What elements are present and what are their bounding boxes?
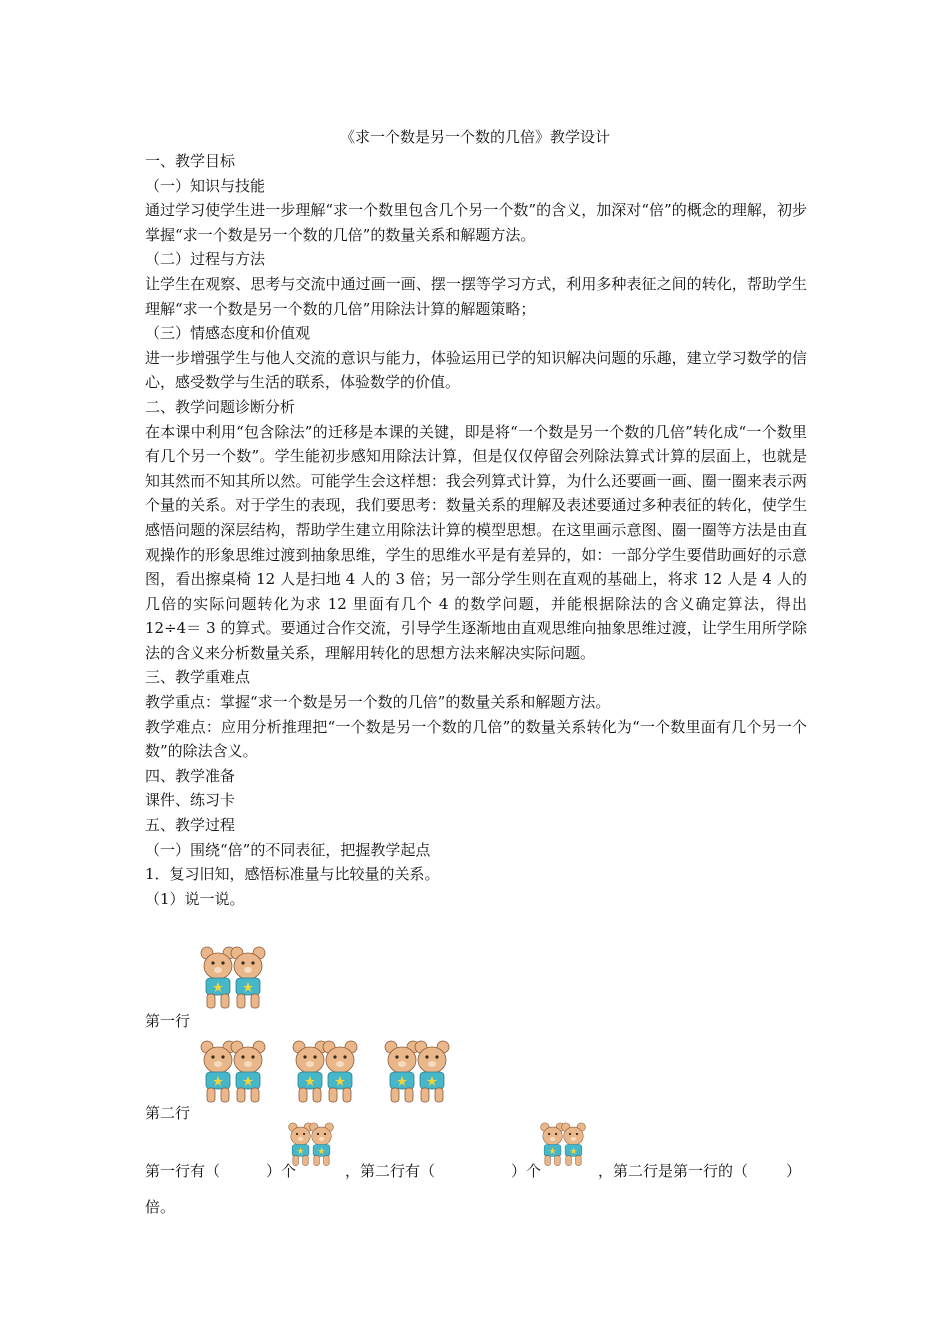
paragraph: 让学生在观察、思考与交流中通过画一画、摆一摆等学习方式，利用多种表征之间的转化，帮助学生理解“求一个数是另一个数的几倍”用除法计算的解题策略； bbox=[145, 274, 807, 318]
subsection-heading: （二）过程与方法 bbox=[145, 250, 266, 269]
paragraph: 在本课中利用“包含除法”的迁移是本课的关键，即是将“一个数是另一个数的几倍”转化成“一个数里有几个另一个数”。学生能初步感知用除法计算，但是仅仅停留会列除法算式计算的层面上，也就是知其然而不知其所以然。可能学生会这样想：我会列算式计算，为什么还要画一画、圈一圈来表示两个量的关系。对于学生的表现，我们要思考：数量关系的理解及表述要通过多种表征的转化，使学生感悟问题的深层结构，帮助学生建立用除法计算的模型思想。在这里画示意图、圈一圈等方法是由直观操作的形象思维过渡到抽象思维，学生的思维水平是有差异的，如：一部分学生要借助画好的示意图，看出擦桌椅 12 人是扫地 4 人的 3 倍；另一部分学生则在直观的基础上，将求 12 人是 4 人的几倍的实际问题转化为求 12 里面有几个 4 的数学问题，并能根据除法的含义确定算法，得出 12÷4＝ 3 的算式。要通过合作交流，引导学生逐渐地由直观思维向抽象思维过渡，让学生用所学除法的含义来分析数量关系，理解用转化的思想方法来解决实际问题。 bbox=[145, 422, 807, 662]
question-text: ，第二行有（ bbox=[345, 1162, 436, 1180]
section-heading: 一、教学目标 bbox=[145, 152, 236, 170]
section-heading: 二、教学问题诊断分析 bbox=[145, 397, 296, 416]
subsection-heading: （一）知识与技能 bbox=[145, 176, 266, 195]
question-end: 倍。 bbox=[145, 1198, 176, 1216]
question-text: ）个 bbox=[511, 1162, 542, 1180]
section-heading: 四、教学准备 bbox=[145, 766, 236, 785]
paragraph: 通过学习使学生进一步理解“求一个数里包含几个另一个数”的含义，加深对“倍”的概念的理解，初步掌握“求一个数是另一个数的几倍”的数量关系和解题方法。 bbox=[145, 201, 807, 244]
document-title: 《求一个数是另一个数的几倍》教学设计 bbox=[339, 128, 610, 146]
paragraph: 教学重点：掌握“求一个数是另一个数的几倍”的数量关系和解题方法。 bbox=[145, 693, 611, 712]
question-text: ，第二行是第一行的（ bbox=[598, 1162, 749, 1180]
subsection-heading: （一）围绕“倍”的不同表征，把握教学起点 bbox=[145, 840, 431, 859]
bear-pair-icon bbox=[200, 1040, 286, 1114]
list-item: 1．复习旧知，感悟标准量与比较量的关系。 bbox=[145, 865, 440, 884]
section-heading: 三、教学重难点 bbox=[145, 668, 251, 687]
document-body bbox=[145, 149, 807, 911]
question-line bbox=[345, 1160, 541, 1182]
row2-label: 第二行 bbox=[145, 1104, 191, 1122]
list-item: （1）说一说。 bbox=[145, 889, 245, 908]
paragraph: 教学难点：应用分析推理把“一个数是另一个数的几倍”的数量关系转化为“一个数里面有几个另一个数”的除法含义。 bbox=[145, 717, 807, 761]
question-text: 第一行有（ bbox=[145, 1162, 221, 1180]
bear-pair-icon bbox=[384, 1040, 470, 1114]
row1-label: 第一行 bbox=[145, 1012, 191, 1030]
subsection-heading: （三）情感态度和价值观 bbox=[145, 324, 311, 343]
paragraph: 课件、练习卡 bbox=[145, 791, 236, 810]
bear-pair-icon bbox=[288, 1122, 348, 1174]
question-text: ）个 bbox=[266, 1162, 297, 1180]
paragraph: 进一步增强学生与他人交流的意识与能力，体验运用已学的知识解决问题的乐趣，建立学习数学的信心，感受数学与生活的联系，体验数学的价值。 bbox=[145, 348, 807, 392]
bear-pair-icon bbox=[200, 946, 286, 1020]
question-line bbox=[598, 1160, 801, 1182]
bear-pair-icon bbox=[292, 1040, 378, 1114]
question-line bbox=[145, 1160, 296, 1182]
section-heading: 五、教学过程 bbox=[145, 816, 236, 835]
question-text: ） bbox=[786, 1162, 802, 1180]
bear-pair-icon bbox=[540, 1122, 600, 1174]
